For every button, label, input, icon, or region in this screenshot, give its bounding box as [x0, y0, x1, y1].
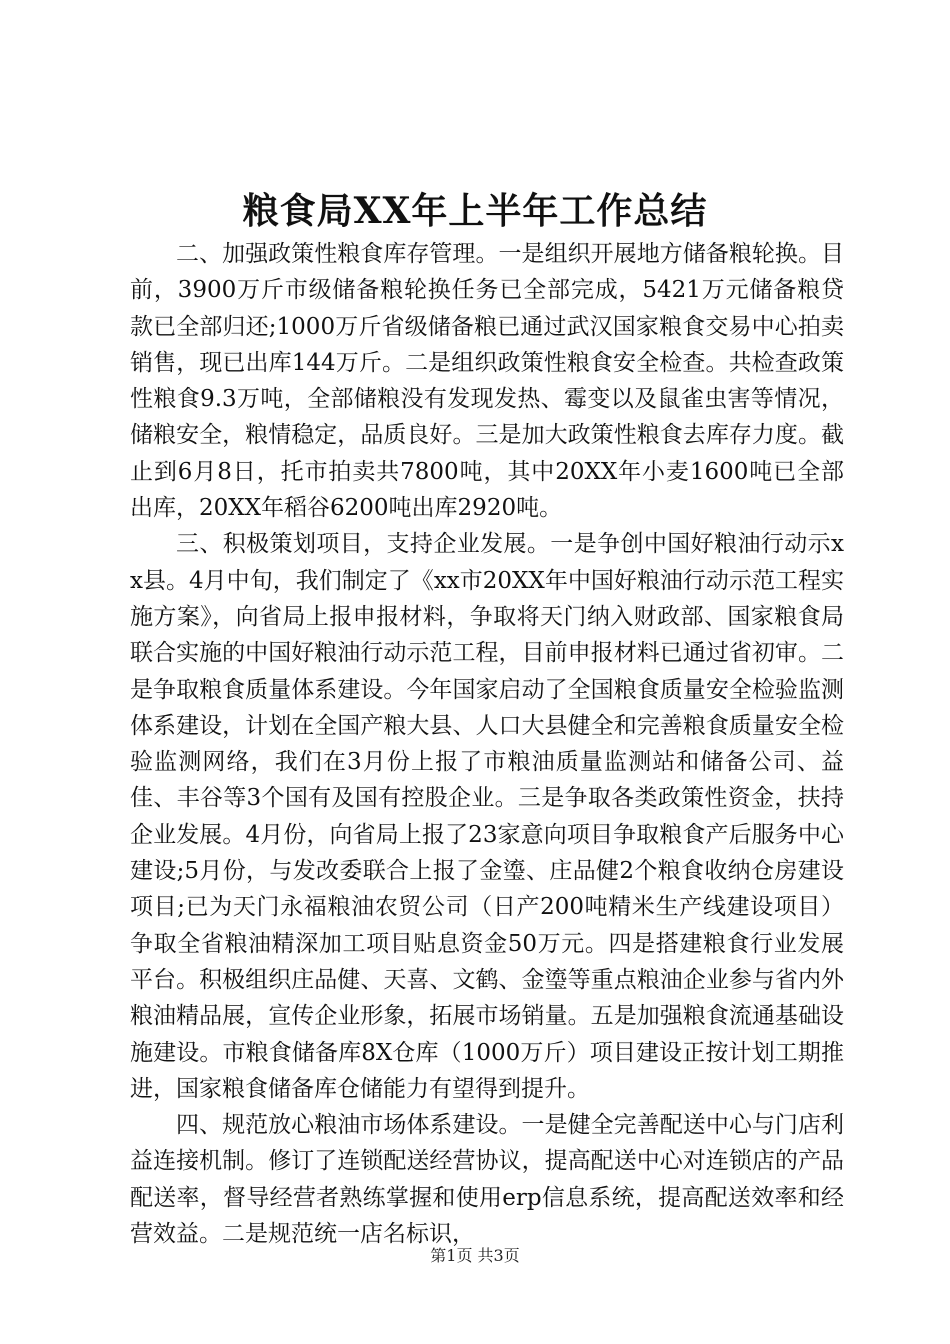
paragraph-section-4: 四、规范放心粮油市场体系建设。一是健全完善配送中心与门店利益连接机制。修订了连锁配送经营协议，提高配送中心对连锁店的产品配送率，督导经营者熟练掌握和使用erp信息系统，提高配送效率和经营效益。二是规范统一店名标识， — [130, 1112, 844, 1248]
page-number-footer: 第1页 共3页 — [430, 1246, 520, 1265]
document-title: 粮食局XX年上半年工作总结 — [242, 190, 708, 232]
paragraph-section-3: 三、积极策划项目，支持企业发展。一是争创中国好粮油行动示xx县。4月中旬，我们制定了《xx市20XX年中国好粮油行动示范工程实施方案》，向省局上报申报材料，争取将天门纳入财政部、国家粮食局联合实施的中国好粮油行动示范工程，目前申报材料已通过省初审。二是争取粮食质量体系建设。今年国家启动了全国粮食质量安全检验监测体系建设，计划在全国产粮大县、人口大县健全和完善粮食质量安全检验监测网络，我们在3月份上报了市粮油质量监测站和储备公司、益佳、丰谷等3个国有及国有控股企业。三是争取各类政策性资金，扶持企业发展。4月份，向省局上报了23家意向项目争取粮食产后服务中心建设;5月份，与发改委联合上报了金瑬、庄品健2个粮食收纳仓房建设项目;已为天门永福粮油农贸公司（日产200吨精米生产线建设项目）争取全省粮油精深加工项目贴息资金50万元。四是搭建粮食行业发展平台。积极组织庄品健、天喜、文鹤、金瑬等重点粮油企业参与省内外粮油精品展，宣传企业形象，拓展市场销量。五是加强粮食流通基础设施建设。市粮食储备库8X仓库（1000万斤）项目建设正按计划工期推进，国家粮食储备库仓储能力有望得到提升。 — [130, 531, 844, 1102]
document-body — [130, 236, 844, 1252]
paragraph-section-2: 二、加强政策性粮食库存管理。一是组织开展地方储备粮轮换。目前，3900万斤市级储备粮轮换任务已全部完成，5421万元储备粮贷款已全部归还;1000万斤省级储备粮已通过武汉国家粮食交易中心拍卖销售，现已出库144万斤。二是组织政策性粮食安全检查。共检查政策性粮食9.3万吨，全部储粮没有发现发热、霉变以及鼠雀虫害等情况，储粮安全，粮情稳定，品质良好。三是加大政策性粮食去库存力度。截止到6月8日，托市拍卖共7800吨，其中20XX年小麦1600吨已全部出库，20XX年稻谷6200吨出库2920吨。 — [130, 241, 844, 522]
